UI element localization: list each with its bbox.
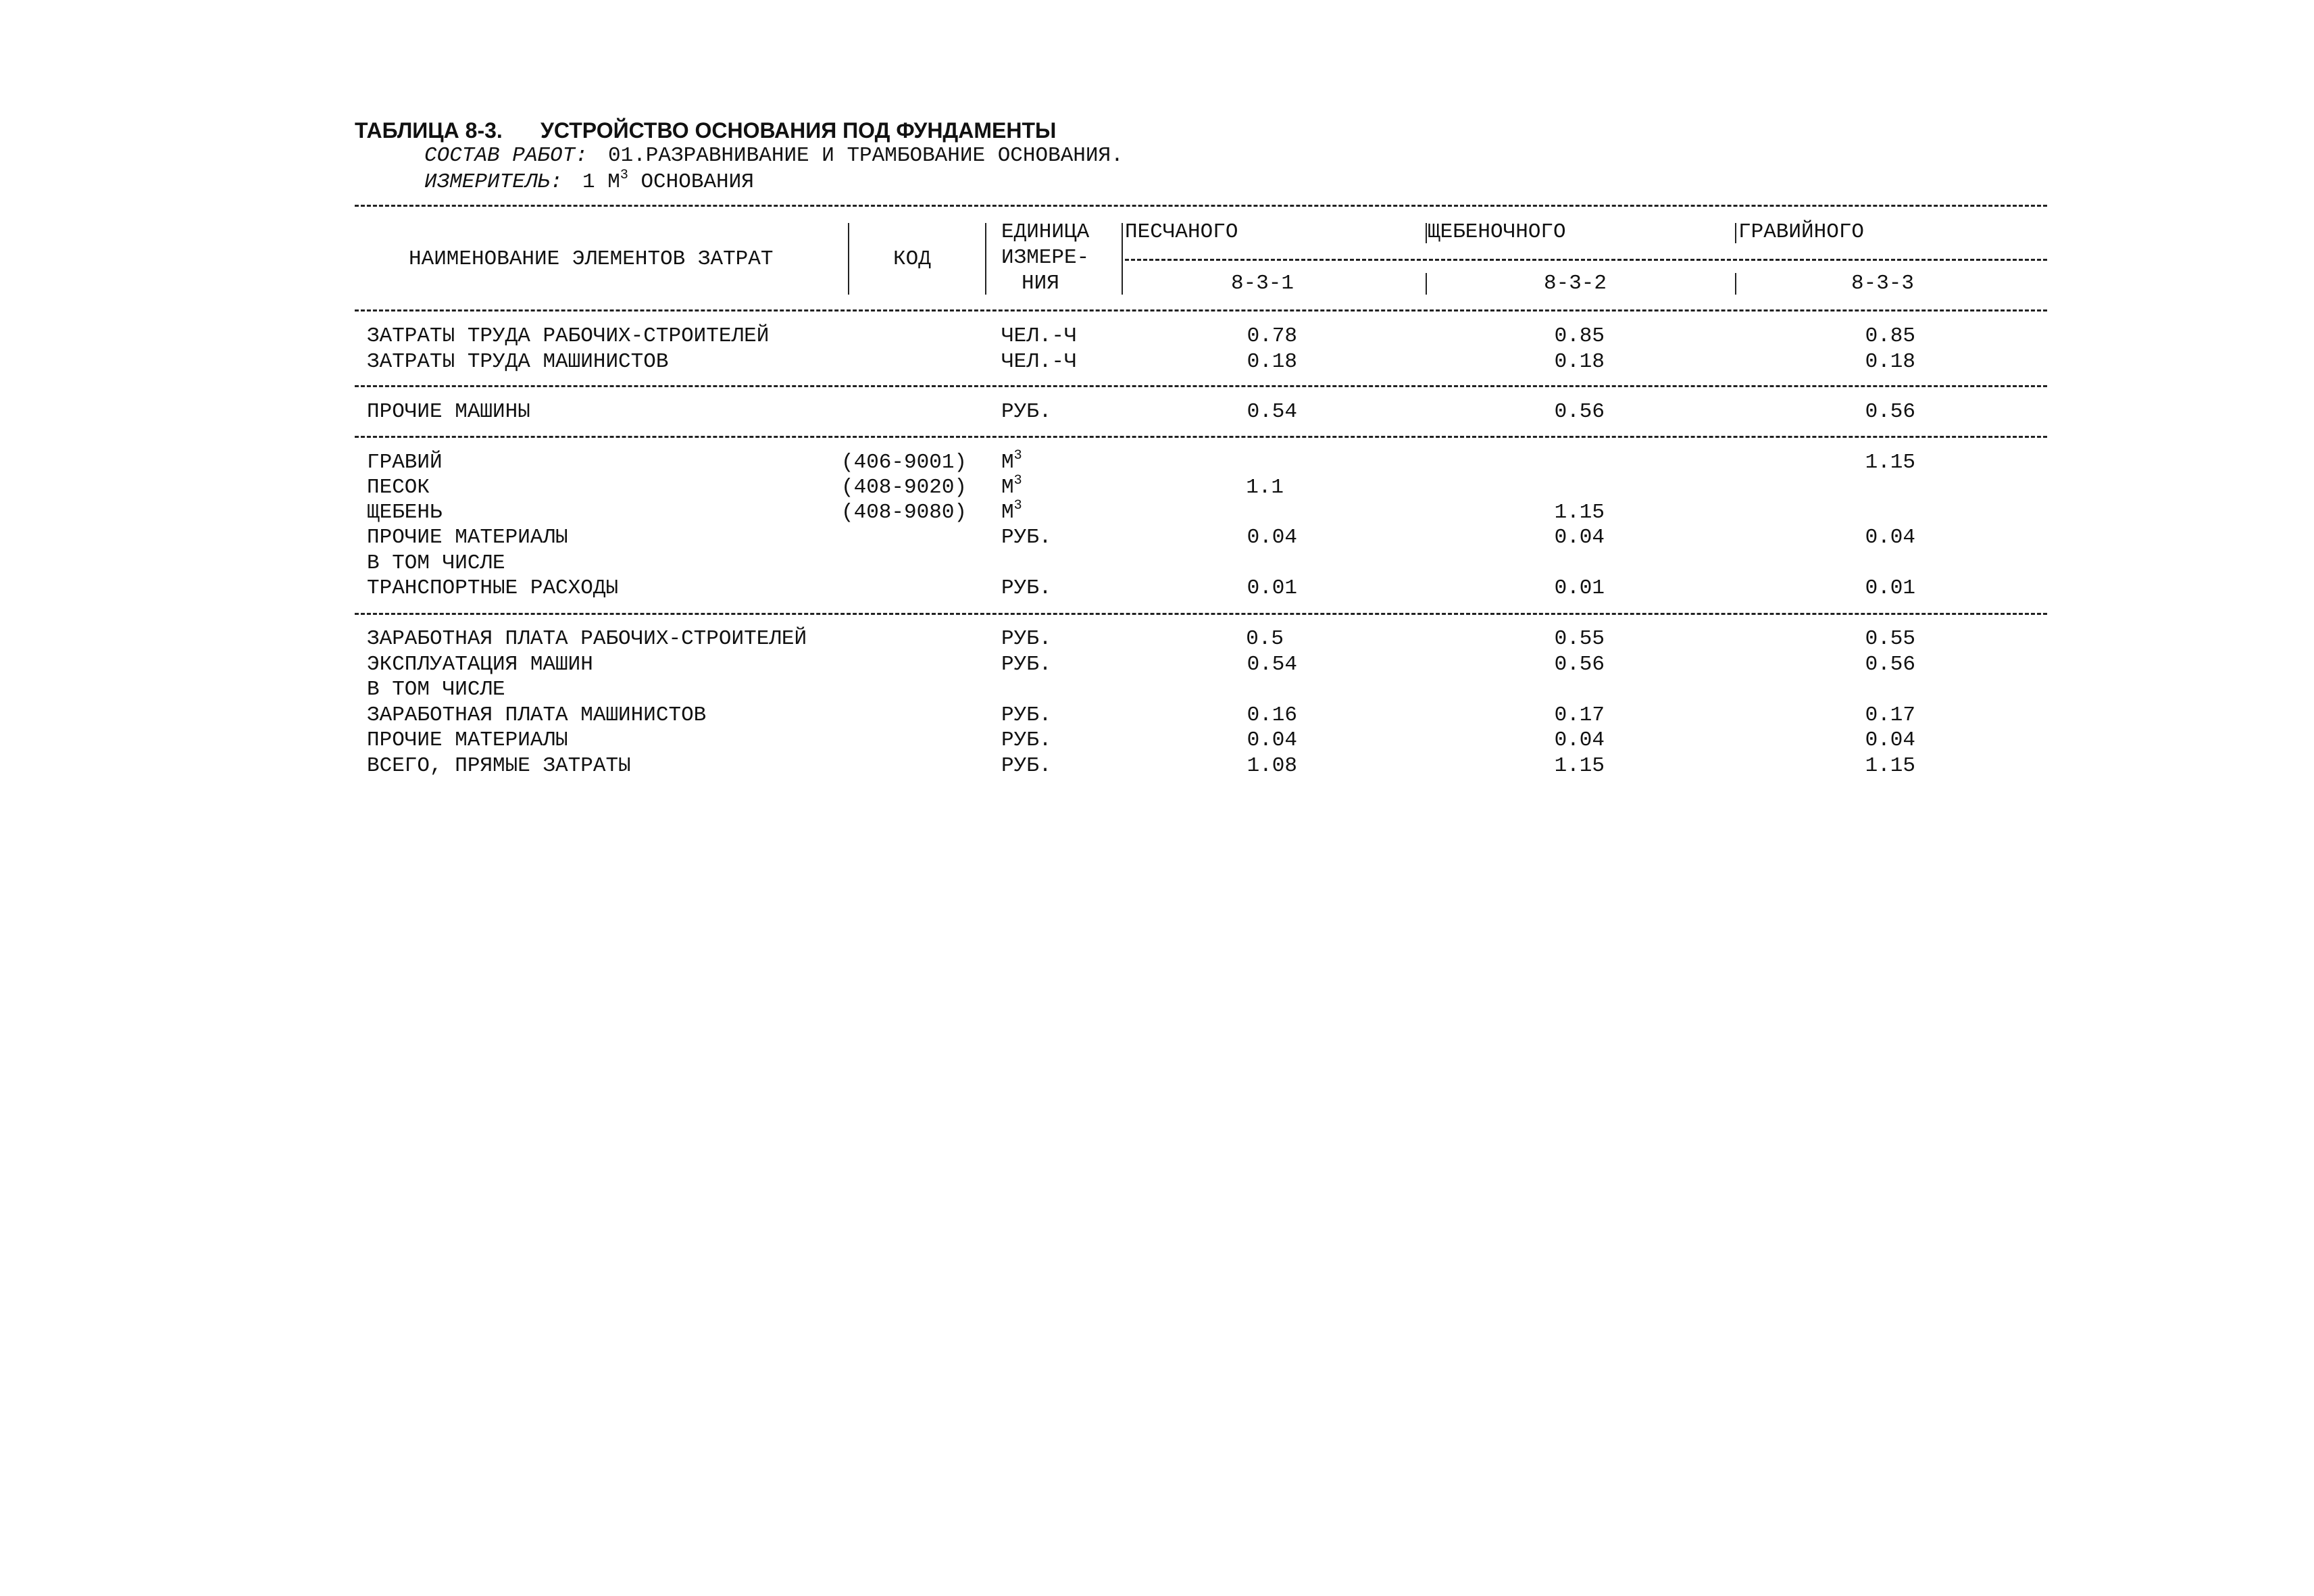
- header-name: НАИМЕНОВАНИЕ ЭЛЕМЕНТОВ ЗАТРАТ: [409, 247, 774, 271]
- row-name: ГРАВИЙ: [367, 451, 443, 474]
- row-name: ЩЕБЕНЬ: [367, 501, 443, 524]
- composition-label: СОСТАВ РАБОТ:: [424, 144, 588, 168]
- header-col-sand: ПЕСЧАНОГО: [1125, 220, 1238, 244]
- row-value-sand: 0.54: [1247, 653, 1297, 676]
- row-value-gravel: 0.18: [1865, 350, 1915, 374]
- table-number: ТАБЛИЦА 8-3.: [355, 118, 503, 143]
- row-name: ВСЕГО, ПРЯМЫЕ ЗАТРАТЫ: [367, 754, 631, 778]
- row-unit: РУБ.: [1001, 754, 1052, 778]
- row-value-gravel: 0.85: [1865, 324, 1915, 348]
- row-value-sand: 1.1: [1246, 476, 1284, 499]
- row-value-sand: 0.18: [1247, 350, 1297, 374]
- row-value-gravel: 0.01: [1865, 576, 1915, 600]
- row-unit: ЧЕЛ.-Ч: [1001, 350, 1077, 374]
- row-value-gravel: 0.56: [1865, 400, 1915, 424]
- composition-value: 01.РАЗРАВНИВАНИЕ И ТРАМБОВАНИЕ ОСНОВАНИЯ.: [608, 144, 1124, 168]
- row-value-sand: 0.16: [1247, 703, 1297, 727]
- row-name: В ТОМ ЧИСЛЕ: [367, 678, 505, 701]
- rule-top: [355, 205, 2047, 207]
- row-unit: РУБ.: [1001, 526, 1052, 549]
- row-unit: РУБ.: [1001, 703, 1052, 727]
- row-name: ЭКСПЛУАТАЦИЯ МАШИН: [367, 653, 593, 676]
- row-value-gravel: 0.04: [1865, 526, 1915, 549]
- header-separator: [1426, 223, 1427, 243]
- row-value-gravel: 0.55: [1865, 627, 1915, 651]
- measure-value: 1 $М^3$ ОСНОВАНИЯ: [582, 167, 754, 194]
- measure-label: ИЗМЕРИТЕЛЬ:: [424, 170, 563, 194]
- row-name: ЗАТРАТЫ ТРУДА МАШИНИСТОВ: [367, 350, 669, 374]
- header-col-gravel: ГРАВИЙНОГО: [1738, 220, 1865, 244]
- header-separator: [1735, 273, 1736, 295]
- row-value-sand: 0.01: [1247, 576, 1297, 600]
- row-name: ТРАНСПОРТНЫЕ РАСХОДЫ: [367, 576, 619, 600]
- row-value-crushed: 0.85: [1554, 324, 1605, 348]
- row-value-sand: 0.78: [1247, 324, 1297, 348]
- rule-header-bottom: [355, 309, 2047, 311]
- row-name: ПРОЧИЕ МАТЕРИАЛЫ: [367, 728, 568, 752]
- header-separator: [1735, 223, 1736, 243]
- header-separator: [985, 223, 986, 295]
- row-name: В ТОМ ЧИСЛЕ: [367, 551, 505, 575]
- row-unit: ЧЕЛ.-Ч: [1001, 324, 1077, 348]
- row-value-sand: 1.08: [1247, 754, 1297, 778]
- row-unit: РУБ.: [1001, 576, 1052, 600]
- row-unit: РУБ.: [1001, 400, 1052, 424]
- row-value-gravel: 0.17: [1865, 703, 1915, 727]
- row-name: ЗАРАБОТНАЯ ПЛАТА МАШИНИСТОВ: [367, 703, 707, 727]
- header-code-8-3-1: 8-3-1: [1231, 272, 1294, 295]
- row-value-sand: 0.04: [1247, 728, 1297, 752]
- row-code: (406-9001): [841, 451, 967, 474]
- row-unit: $М^3$: [1001, 497, 1022, 524]
- row-name: ПЕСОК: [367, 476, 430, 499]
- row-name: ЗАТРАТЫ ТРУДА РАБОЧИХ-СТРОИТЕЛЕЙ: [367, 324, 770, 348]
- header-separator: [1122, 273, 1123, 295]
- header-code-8-3-3: 8-3-3: [1851, 272, 1915, 295]
- row-value-crushed: 0.01: [1554, 576, 1605, 600]
- row-value-crushed: 0.17: [1554, 703, 1605, 727]
- row-code: (408-9080): [841, 501, 967, 524]
- row-value-crushed: 1.15: [1554, 754, 1605, 778]
- row-value-sand: 0.5: [1246, 627, 1284, 651]
- row-unit: РУБ.: [1001, 627, 1052, 651]
- header-separator: [848, 223, 849, 295]
- row-value-gravel: 0.04: [1865, 728, 1915, 752]
- header-separator: [1426, 273, 1427, 295]
- rule-section: [355, 613, 2047, 615]
- row-value-gravel: 1.15: [1865, 754, 1915, 778]
- row-name: ПРОЧИЕ МАТЕРИАЛЫ: [367, 526, 568, 549]
- rule-section: [355, 436, 2047, 438]
- row-value-crushed: 0.04: [1554, 526, 1605, 549]
- row-value-gravel: 0.56: [1865, 653, 1915, 676]
- row-code: (408-9020): [841, 476, 967, 499]
- table-title: УСТРОЙСТВО ОСНОВАНИЯ ПОД ФУНДАМЕНТЫ: [540, 118, 1057, 143]
- row-value-crushed: 0.04: [1554, 728, 1605, 752]
- row-value-sand: 0.54: [1247, 400, 1297, 424]
- row-value-crushed: 0.56: [1554, 400, 1605, 424]
- header-col-crushed-stone: ЩЕБЕНОЧНОГО: [1428, 220, 1566, 244]
- row-unit: $М^3$: [1001, 472, 1022, 499]
- row-name: ПРОЧИЕ МАШИНЫ: [367, 400, 530, 424]
- row-value-crushed: 1.15: [1554, 501, 1605, 524]
- rule-header-mid: [1125, 259, 2047, 261]
- header-unit-line3: НИЯ: [1022, 272, 1059, 295]
- row-value-crushed: 0.18: [1554, 350, 1605, 374]
- row-value-sand: 0.04: [1247, 526, 1297, 549]
- row-value-gravel: 1.15: [1865, 451, 1915, 474]
- row-value-crushed: 0.56: [1554, 653, 1605, 676]
- row-unit: $М^3$: [1001, 447, 1022, 474]
- header-code: КОД: [893, 247, 931, 271]
- row-name: ЗАРАБОТНАЯ ПЛАТА РАБОЧИХ-СТРОИТЕЛЕЙ: [367, 627, 807, 651]
- rule-section: [355, 385, 2047, 387]
- row-value-crushed: 0.55: [1554, 627, 1605, 651]
- header-unit-line2: ИЗМЕРЕ-: [1001, 246, 1090, 270]
- row-unit: РУБ.: [1001, 653, 1052, 676]
- header-unit-line1: ЕДИНИЦА: [1001, 220, 1090, 244]
- row-unit: РУБ.: [1001, 728, 1052, 752]
- header-code-8-3-2: 8-3-2: [1544, 272, 1607, 295]
